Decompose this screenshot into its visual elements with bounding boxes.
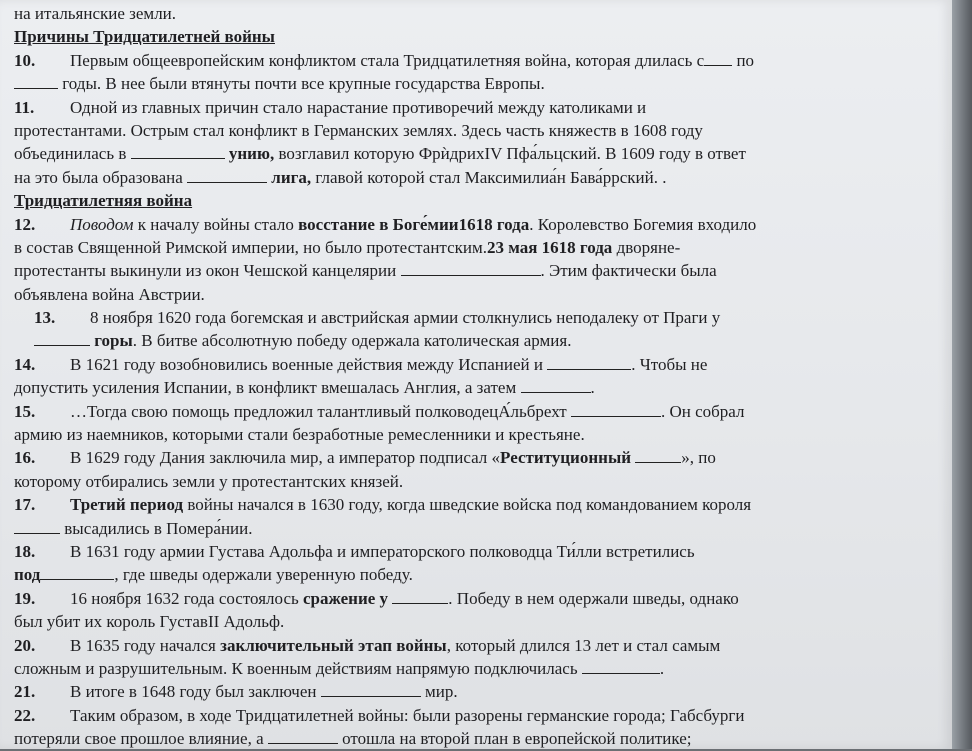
item-text: потеряли свое прошлое влияние, а <box>14 729 264 749</box>
item-14-line-2 <box>14 376 939 399</box>
item-text-italic: Поводом <box>70 214 134 234</box>
item-number: 16. <box>14 448 36 468</box>
item-text: возглавил которую ФрѝдрихIV Пфа́льцский. В 1609 году в ответ <box>278 144 746 164</box>
item-number: 17. <box>14 495 36 515</box>
answer-blank[interactable] <box>547 353 631 370</box>
item-text: . В битве абсолютную победу одержала католическая армия. <box>132 331 572 351</box>
item-number: 12. <box>14 214 36 234</box>
item-text: дворяне- <box>616 237 681 257</box>
item-text: 8 ноября 1620 года богемская и австрийская армии столкнулись неподалеку от Праги у <box>90 308 721 328</box>
item-number: 19. <box>14 588 36 608</box>
item-text: Одной из главных причин стало нарастание противоречий между католиками и <box>70 97 647 117</box>
intro-line <box>14 2 939 25</box>
item-11-line-1 <box>14 96 939 119</box>
answer-blank[interactable] <box>40 563 114 580</box>
item-11-line-2 <box>14 119 939 142</box>
item-15-line-2 <box>14 423 939 446</box>
answer-blank[interactable] <box>635 446 681 463</box>
item-number: 13. <box>34 308 56 328</box>
item-12-line-1 <box>14 213 939 236</box>
item-13-line-1 <box>14 306 939 329</box>
item-10-line-1 <box>14 49 939 72</box>
item-20-line-1 <box>14 634 939 657</box>
item-10-line-2 <box>14 72 939 95</box>
item-number: 15. <box>14 401 36 421</box>
heading-war-text: Тридцатилетняя война <box>14 191 193 211</box>
item-22-line-1 <box>14 704 939 727</box>
item-text: . Королевство Богемия входило <box>529 214 757 234</box>
answer-blank[interactable] <box>321 680 421 697</box>
item-12-line-2 <box>14 236 939 259</box>
item-text-bold: Третий период <box>70 495 184 515</box>
item-text: отошла на второй план в европейской политике; <box>342 729 692 749</box>
item-text-bold: заключительный этап войны <box>220 635 447 655</box>
item-text: годы. В нее были втянуты почти все крупные государства Европы. <box>62 74 545 94</box>
item-text: на это была образована <box>14 167 183 187</box>
item-text: …Тогда свою помощь предложил талантливый полководецА́льбрехт <box>70 401 567 421</box>
item-16-line-1 <box>14 446 939 469</box>
item-18-line-2 <box>14 563 939 586</box>
page-shadow-edge <box>952 0 972 749</box>
item-text: был убит их король ГуставII Адольф. <box>14 612 285 632</box>
item-text: протестанты выкинули из окон Чешской канцелярии <box>14 261 397 281</box>
answer-blank[interactable] <box>401 259 541 276</box>
item-text: объявлена война Австрии. <box>14 284 205 304</box>
item-14-line-1 <box>14 353 939 376</box>
item-text: . Он собрал <box>660 401 745 421</box>
answer-blank[interactable] <box>392 587 448 604</box>
item-text: главой которой стал Максимилиа́н Бава́ррский. . <box>315 167 667 187</box>
item-20-line-2 <box>14 657 939 680</box>
item-text: мир. <box>424 682 458 702</box>
item-text: , где шведы одержали уверенную победу. <box>114 565 413 585</box>
item-15-line-1 <box>14 400 939 423</box>
item-text-bold: горы <box>94 331 133 351</box>
item-12-line-3 <box>14 259 939 282</box>
answer-blank[interactable] <box>521 376 591 393</box>
item-16-line-2 <box>14 470 939 493</box>
item-text: допустить усиления Испании, в конфликт вмешалась Англия, а затем <box>14 378 517 398</box>
item-text: В итоге в 1648 году был заключен <box>70 682 317 702</box>
item-number: 11. <box>14 97 35 117</box>
item-11-line-4 <box>14 166 939 189</box>
item-13-line-2 <box>14 329 939 352</box>
item-number: 20. <box>14 635 36 655</box>
item-text: . Этим фактически была <box>540 261 717 281</box>
item-text: . <box>659 658 665 678</box>
item-text-bold: Реституционный <box>500 448 632 468</box>
item-11-line-3 <box>14 142 939 165</box>
item-12-line-4 <box>14 283 939 306</box>
section-heading-war <box>14 189 939 212</box>
item-text-bold: восстание в Боге́мии1618 года <box>298 214 530 234</box>
answer-blank[interactable] <box>187 166 267 183</box>
heading-causes-text: Причины Тридцатилетней войны <box>14 27 275 47</box>
item-text: армию из наемников, которыми стали безработные ремесленники и крестьяне. <box>14 425 585 445</box>
item-text-bold: лига, <box>271 167 312 187</box>
section-heading-causes <box>14 25 939 48</box>
item-text: по <box>736 50 755 70</box>
item-text: В 1631 году армии Густава Адольфа и императорского полководца Ти́лли встретились <box>70 541 695 561</box>
item-text-bold: сражение у <box>303 588 389 608</box>
item-17-line-2 <box>14 517 939 540</box>
item-text: », по <box>681 448 716 468</box>
item-text: высадились в Помера́нии. <box>64 518 253 538</box>
answer-blank[interactable] <box>582 657 660 674</box>
item-text: в состав Священной Римской империи, но было протестантским. <box>14 237 487 257</box>
item-text: войны начался в 1630 году, когда шведские войска под командованием короля <box>187 495 752 515</box>
item-text: В 1629 году Дания заключила мир, а император подписал « <box>70 448 501 468</box>
item-number: 22. <box>14 705 36 725</box>
item-text: к началу войны стало <box>137 214 294 234</box>
item-text: протестантами. Острым стал конфликт в Германских землях. Здесь часть княжеств в 1608 году <box>14 120 703 140</box>
item-18-line-1 <box>14 540 939 563</box>
item-21-line-1 <box>14 680 939 703</box>
item-text: . <box>590 378 595 398</box>
item-number: 18. <box>14 541 36 561</box>
item-text: , который длился 13 лет и стал самым <box>446 635 721 655</box>
item-text: сложным и разрушительным. К военным действиям напрямую подключилась <box>14 658 578 678</box>
item-19-line-2 <box>14 610 939 633</box>
item-text: которому отбирались земли у протестантских князей. <box>14 471 404 491</box>
answer-blank[interactable] <box>34 329 90 346</box>
item-text: Таким образом, в ходе Тридцатилетней войны: были разорены германские города; Габсбурги <box>70 705 745 725</box>
item-text-bold: унию, <box>228 144 275 164</box>
item-19-line-1 <box>14 587 939 610</box>
answer-blank[interactable] <box>268 727 338 744</box>
answer-blank[interactable] <box>704 49 732 66</box>
item-17-line-1 <box>14 493 939 516</box>
item-text-bold: 23 мая 1618 года <box>486 237 613 257</box>
item-text: В 1635 году начался <box>70 635 216 655</box>
intro-text: на итальянские земли. <box>14 4 177 23</box>
item-text: . Победу в нем одержали шведы, однако <box>448 588 739 608</box>
item-number: 14. <box>14 354 36 374</box>
item-22-line-2 <box>14 727 939 750</box>
worksheet-text <box>14 2 939 751</box>
answer-blank[interactable] <box>14 72 58 89</box>
answer-blank[interactable] <box>14 517 60 534</box>
item-number: 21. <box>14 682 36 702</box>
item-text: 16 ноября 1632 года состоялось <box>70 588 299 608</box>
item-text: Первым общеевропейским конфликтом стала Тридцатилетняя война, которая длилась с <box>70 50 705 70</box>
item-text-bold: под <box>14 565 41 585</box>
answer-blank[interactable] <box>571 400 661 417</box>
item-text: объединилась в <box>14 144 127 164</box>
item-number: 10. <box>14 50 36 70</box>
item-text: . Чтобы не <box>631 354 708 374</box>
item-text: В 1621 году возобновились военные действия между Испанией и <box>70 354 543 374</box>
answer-blank[interactable] <box>131 142 225 159</box>
